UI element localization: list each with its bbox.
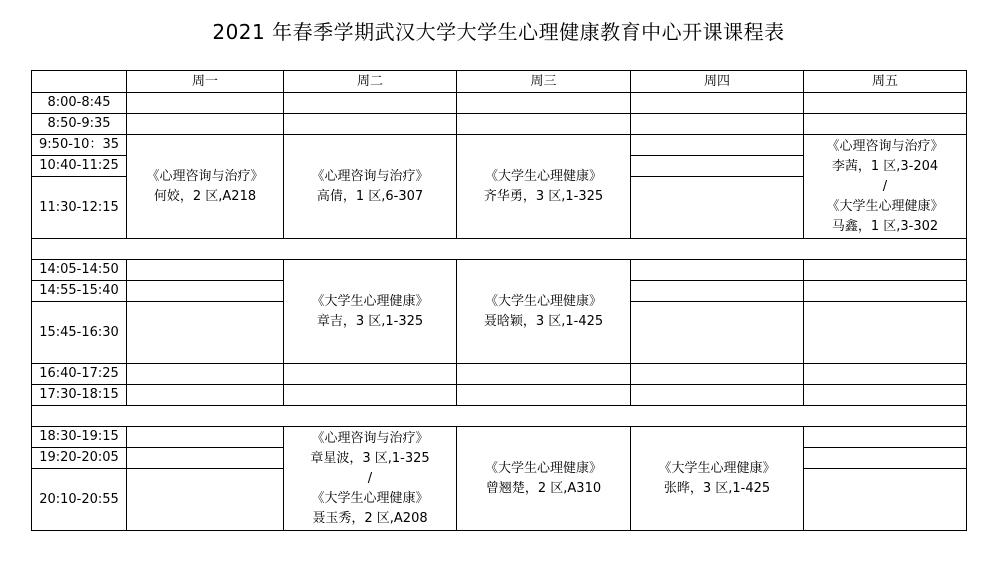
course-teacher-room: 齐华勇，3 区,1-325 [483, 188, 604, 204]
table-row [32, 385, 967, 406]
empty-cell [631, 281, 804, 302]
time-slot: 10:40-11:25 [32, 156, 127, 177]
empty-cell [631, 177, 804, 239]
time-slot: 19:20-20:05 [32, 448, 127, 469]
empty-cell [127, 469, 284, 531]
break-cell [32, 239, 967, 260]
time-slot: 9:50-10：35 [32, 135, 127, 156]
empty-cell [631, 156, 804, 177]
day-header-mon: 周一 [127, 71, 284, 93]
empty-cell [127, 114, 284, 135]
break-row [32, 406, 967, 427]
empty-cell [631, 93, 804, 114]
empty-cell [804, 302, 967, 364]
empty-cell [127, 93, 284, 114]
course-name: 《大学生心理健康》 [311, 293, 429, 309]
day-header-tue: 周二 [284, 71, 457, 93]
empty-cell [631, 135, 804, 156]
day-header-thu: 周四 [631, 71, 804, 93]
course-cell-tue-evening [284, 427, 457, 531]
empty-cell [631, 385, 804, 406]
table-row [32, 114, 967, 135]
empty-cell [127, 364, 284, 385]
empty-cell [804, 93, 967, 114]
empty-cell [804, 469, 967, 531]
course-name: 《心理咨询与治疗》 [311, 168, 429, 184]
course-name: 《心理咨询与治疗》 [146, 168, 264, 184]
course-teacher-room: 张晔，3 区,1-425 [663, 480, 771, 496]
course-teacher-room: 高倩，1 区,6-307 [316, 188, 424, 204]
course-name: 《大学生心理健康》 [311, 490, 429, 506]
schedule-table [31, 70, 967, 531]
table-row [32, 135, 967, 156]
course-separator: / [882, 178, 888, 194]
empty-cell [631, 114, 804, 135]
course-name: 《大学生心理健康》 [484, 293, 602, 309]
empty-cell [457, 114, 631, 135]
course-name: 《大学生心理健康》 [484, 168, 602, 184]
empty-cell [127, 427, 284, 448]
course-name: 《心理咨询与治疗》 [311, 430, 429, 446]
empty-cell [804, 260, 967, 281]
time-slot: 18:30-19:15 [32, 427, 127, 448]
course-cell-fri-morning [804, 135, 967, 239]
course-cell-tue-afternoon [284, 260, 457, 364]
break-cell [32, 406, 967, 427]
table-row [32, 260, 967, 281]
time-slot: 16:40-17:25 [32, 364, 127, 385]
course-teacher-room: 章吉，3 区,1-325 [316, 313, 424, 329]
course-name: 《大学生心理健康》 [658, 460, 776, 476]
table-row [32, 364, 967, 385]
course-name: 《大学生心理健康》 [484, 460, 602, 476]
page-title: 2021 年春季学期武汉大学大学生心理健康教育中心开课课程表 [212, 20, 785, 44]
time-slot: 8:00-8:45 [32, 93, 127, 114]
empty-cell [631, 364, 804, 385]
break-row [32, 239, 967, 260]
course-cell-mon-morning [127, 135, 284, 239]
course-name: 《大学生心理健康》 [826, 198, 944, 214]
empty-cell [804, 364, 967, 385]
empty-cell [127, 448, 284, 469]
empty-cell [631, 302, 804, 364]
course-cell-thu-evening [631, 427, 804, 531]
time-slot: 17:30-18:15 [32, 385, 127, 406]
empty-cell [631, 260, 804, 281]
empty-cell [127, 281, 284, 302]
empty-cell [804, 385, 967, 406]
header-row [32, 71, 967, 93]
course-teacher-room: 聂玉秀，2 区,A208 [312, 510, 428, 526]
time-slot: 15:45-16:30 [32, 302, 127, 364]
course-name: 《心理咨询与治疗》 [826, 138, 944, 154]
corner-cell [32, 71, 127, 93]
course-teacher-room: 曾翘楚，2 区,A310 [485, 480, 602, 496]
empty-cell [804, 114, 967, 135]
course-cell-wed-morning [457, 135, 631, 239]
time-slot: 8:50-9:35 [32, 114, 127, 135]
day-header-fri: 周五 [804, 71, 967, 93]
empty-cell [804, 427, 967, 448]
empty-cell [127, 385, 284, 406]
empty-cell [284, 364, 457, 385]
empty-cell [457, 385, 631, 406]
table-row [32, 93, 967, 114]
course-cell-tue-morning [284, 135, 457, 239]
empty-cell [804, 281, 967, 302]
time-slot: 20:10-20:55 [32, 469, 127, 531]
course-teacher-room: 李茜，1 区,3-204 [831, 158, 939, 174]
time-slot: 11:30-12:15 [32, 177, 127, 239]
empty-cell [284, 385, 457, 406]
day-header-wed: 周三 [457, 71, 631, 93]
course-cell-wed-evening [457, 427, 631, 531]
course-separator: / [367, 470, 373, 486]
course-cell-wed-afternoon [457, 260, 631, 364]
empty-cell [284, 114, 457, 135]
empty-cell [457, 93, 631, 114]
time-slot: 14:55-15:40 [32, 281, 127, 302]
time-slot: 14:05-14:50 [32, 260, 127, 281]
empty-cell [284, 93, 457, 114]
empty-cell [127, 302, 284, 364]
course-teacher-room: 聂晗颖，3 区,1-425 [483, 313, 604, 329]
empty-cell [457, 364, 631, 385]
empty-cell [127, 260, 284, 281]
course-teacher-room: 章星波，3 区,1-325 [310, 450, 430, 466]
course-teacher-room: 马鑫，1 区,3-302 [831, 218, 939, 234]
table-row [32, 427, 967, 448]
empty-cell [804, 448, 967, 469]
course-teacher-room: 何姣，2 区,A218 [153, 188, 257, 204]
